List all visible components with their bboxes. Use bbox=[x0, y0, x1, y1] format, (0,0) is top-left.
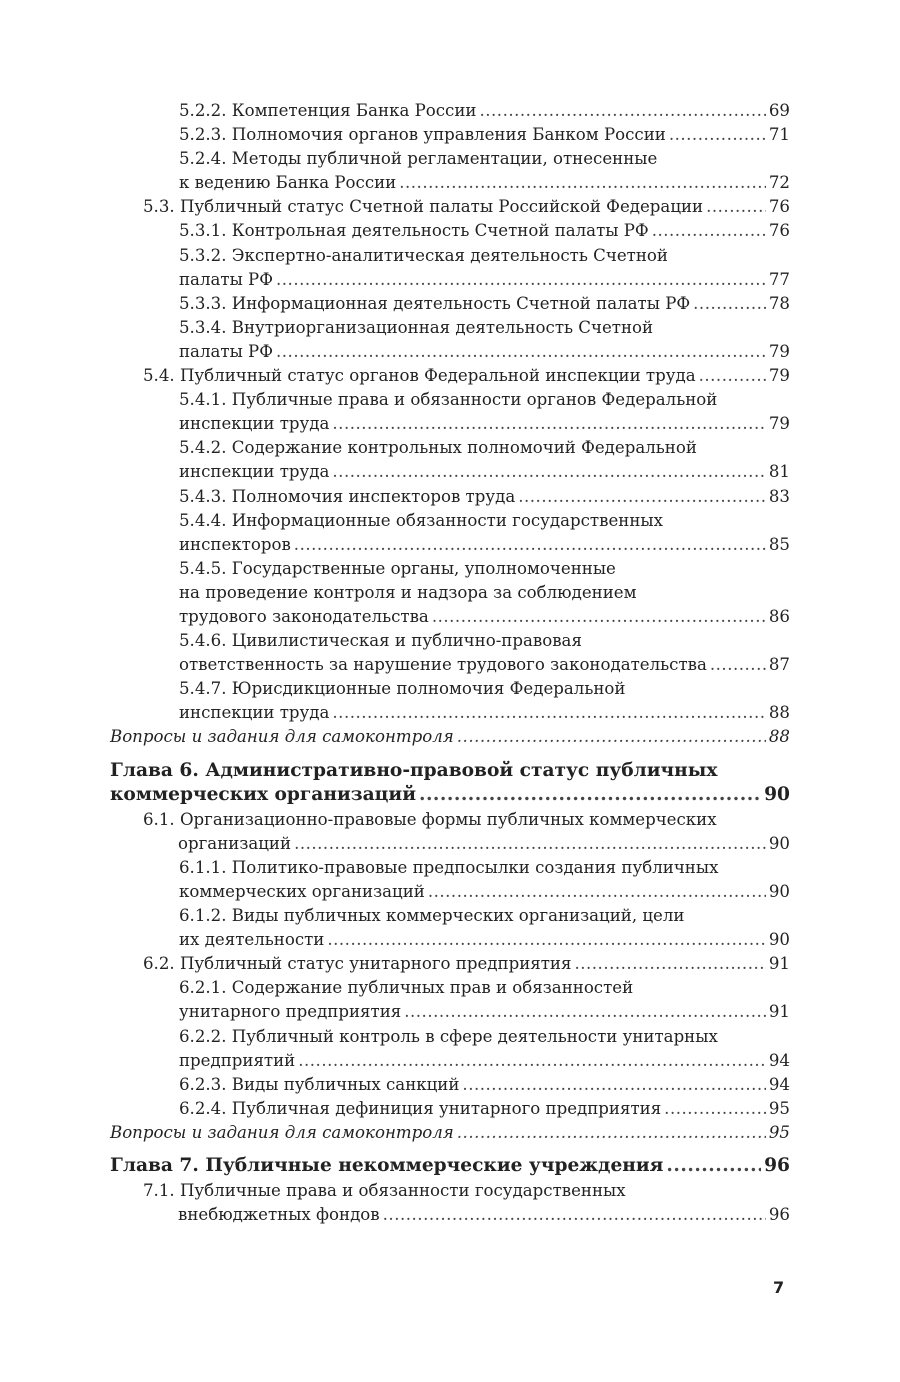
toc-entry-title: Вопросы и задания для самоконтроля bbox=[110, 727, 454, 747]
toc-entry-lastline bbox=[179, 171, 790, 195]
toc-page-number: 90 bbox=[768, 930, 790, 950]
toc-page-number: 76 bbox=[768, 221, 790, 241]
toc-page-number: 79 bbox=[768, 414, 790, 434]
toc-entry-title: 5.2.3. Полномочия органов управления Банком России bbox=[179, 125, 666, 145]
toc-entry bbox=[110, 485, 790, 509]
toc-entry-lastline bbox=[110, 783, 790, 808]
dot-leader bbox=[457, 1121, 766, 1145]
dot-leader bbox=[574, 952, 765, 976]
toc-entry-lastline bbox=[179, 1097, 790, 1121]
dot-leader bbox=[276, 268, 766, 292]
dot-leader bbox=[479, 99, 765, 123]
toc-entry-line: 5.3.2. Экспертно-аналитическая деятельность Счетной bbox=[179, 245, 668, 265]
toc-entry bbox=[110, 1097, 790, 1121]
toc-entry bbox=[110, 856, 790, 904]
toc-page-number: 90 bbox=[768, 833, 790, 853]
toc-entry-lastline bbox=[179, 219, 790, 243]
dot-leader bbox=[332, 460, 765, 484]
toc-entry-title: Вопросы и задания для самоконтроля bbox=[110, 1122, 454, 1142]
toc-entry-lastline bbox=[179, 1000, 790, 1024]
toc-entry-title: 5.3.1. Контрольная деятельность Счетной палаты РФ bbox=[179, 221, 649, 241]
toc-entry-line: на проведение контроля и надзора за соблюдением bbox=[179, 582, 637, 602]
toc-entry-lastline bbox=[143, 364, 790, 388]
toc-entry-lastline bbox=[179, 605, 790, 629]
toc-page-number: 71 bbox=[768, 125, 790, 145]
toc-entry-title: унитарного предприятия bbox=[179, 1002, 402, 1022]
toc-entry bbox=[110, 677, 790, 725]
toc-entry bbox=[110, 1179, 790, 1227]
toc-entry bbox=[110, 1121, 790, 1145]
toc-entry-title: палаты РФ bbox=[179, 269, 273, 289]
toc-page-number: 88 bbox=[768, 703, 790, 723]
toc-page-number: 95 bbox=[768, 1098, 790, 1118]
dot-leader bbox=[518, 485, 766, 509]
toc-entry-line: 5.4.5. Государственные органы, уполномоченные bbox=[179, 558, 616, 578]
toc-page-number: 83 bbox=[768, 486, 790, 506]
toc-entry-title: инспекции труда bbox=[179, 462, 330, 482]
toc-entry-title: инспекции труда bbox=[179, 414, 330, 434]
toc-entry-line: 5.4.6. Цивилистическая и публично-правовая bbox=[179, 631, 582, 651]
toc-entry-title: ответственность за нарушение трудового законодательства bbox=[179, 655, 707, 675]
toc-page-number: 69 bbox=[768, 101, 790, 120]
toc-page-number: 72 bbox=[768, 173, 790, 193]
toc-entry bbox=[110, 808, 790, 856]
toc-entry bbox=[110, 388, 790, 436]
dot-leader bbox=[404, 1000, 766, 1024]
toc-page-number: 91 bbox=[768, 1002, 790, 1022]
toc-chapter bbox=[110, 759, 790, 808]
dot-leader bbox=[462, 1073, 765, 1097]
toc-entry-title: 5.4.3. Полномочия инспекторов труда bbox=[179, 486, 516, 506]
dot-leader bbox=[666, 1154, 761, 1179]
toc-entry bbox=[110, 725, 790, 749]
toc-entry-lastline bbox=[179, 1049, 790, 1073]
toc-entry-title: 6.2.3. Виды публичных санкций bbox=[179, 1074, 460, 1094]
toc-entry-lastline bbox=[179, 701, 790, 725]
toc-entry bbox=[110, 557, 790, 629]
toc-entry-title: 5.3. Публичный статус Счетной палаты Российской Федерации bbox=[143, 197, 704, 217]
toc-entry-line: 5.4.7. Юрисдикционные полномочия Федеральной bbox=[179, 679, 626, 699]
toc-entry-lastline bbox=[143, 952, 790, 976]
toc-entry-lastline bbox=[179, 928, 790, 952]
toc-page-number: 77 bbox=[768, 269, 790, 289]
toc-entry-line: 6.2.1. Содержание публичных прав и обязанностей bbox=[179, 978, 634, 998]
dot-leader bbox=[432, 605, 766, 629]
toc-entry-line: 6.1.2. Виды публичных коммерческих организаций, цели bbox=[179, 906, 685, 926]
toc-entry-lastline bbox=[179, 292, 790, 316]
toc-entry-line: 5.4.2. Содержание контрольных полномочий Федеральной bbox=[179, 438, 697, 458]
toc-page-number: 95 bbox=[768, 1122, 790, 1142]
toc-entry-lastline bbox=[179, 460, 790, 484]
toc-entry-line: 6.1.1. Политико-правовые предпосылки создания публичных bbox=[179, 857, 719, 877]
table-of-contents bbox=[110, 99, 790, 1227]
toc-entry-title: палаты РФ bbox=[179, 341, 273, 361]
toc-entry-title: инспекции труда bbox=[179, 703, 330, 723]
toc-entry-title: к ведению Банка России bbox=[179, 173, 397, 193]
toc-entry-title: организаций bbox=[178, 833, 292, 853]
toc-entry-lastline bbox=[110, 1121, 790, 1145]
toc-page-number: 78 bbox=[768, 293, 790, 313]
dot-leader bbox=[294, 832, 766, 856]
toc-entry bbox=[110, 244, 790, 292]
toc-page-number: 91 bbox=[768, 954, 790, 974]
dot-leader bbox=[294, 533, 766, 557]
toc-entry-line: 5.2.4. Методы публичной регламентации, отнесенные bbox=[179, 149, 658, 169]
toc-entry bbox=[110, 364, 790, 388]
dot-leader bbox=[706, 195, 766, 219]
toc-page-number: 86 bbox=[768, 606, 790, 626]
toc-entry-title: их деятельности bbox=[179, 930, 325, 950]
toc-entry bbox=[110, 952, 790, 976]
toc-page-number: 76 bbox=[768, 197, 790, 217]
toc-entry-line: 5.4.4. Информационные обязанности государственных bbox=[179, 510, 663, 530]
toc-page-number: 81 bbox=[768, 462, 790, 482]
toc-entry bbox=[110, 904, 790, 952]
toc-page-number: 94 bbox=[768, 1050, 790, 1070]
toc-entry bbox=[110, 99, 790, 123]
toc-entry bbox=[110, 509, 790, 557]
toc-entry-line: 5.3.4. Внутриорганизационная деятельность Счетной bbox=[179, 317, 654, 337]
toc-page-number: 87 bbox=[768, 655, 790, 675]
toc-entry-title: 5.4. Публичный статус органов Федеральной инспекции труда bbox=[143, 366, 696, 386]
toc-entry-lastline bbox=[179, 412, 790, 436]
toc-entry bbox=[110, 123, 790, 147]
toc-page-number: 85 bbox=[768, 534, 790, 554]
toc-entry bbox=[110, 976, 790, 1024]
toc-entry bbox=[110, 316, 790, 364]
dot-leader bbox=[457, 725, 766, 749]
toc-entry-line: 5.4.1. Публичные права и обязанности органов Федеральной bbox=[179, 390, 718, 410]
toc-page-number: 88 bbox=[768, 727, 790, 747]
toc-entry-title: 5.2.2. Компетенция Банка России bbox=[179, 101, 477, 120]
toc-entry-title: предприятий bbox=[179, 1050, 296, 1070]
dot-leader bbox=[710, 653, 766, 677]
toc-entry bbox=[110, 195, 790, 219]
dot-leader bbox=[669, 123, 766, 147]
toc-page-number: 79 bbox=[768, 366, 790, 386]
toc-entry-title: Глава 7. Публичные некоммерческие учреждения bbox=[110, 1155, 664, 1177]
toc-entry bbox=[110, 1025, 790, 1073]
toc-entry-title: внебюджетных фондов bbox=[178, 1204, 380, 1224]
toc-entry-line: 6.2.2. Публичный контроль в сфере деятельности унитарных bbox=[179, 1026, 718, 1046]
dot-leader bbox=[399, 171, 766, 195]
toc-page-number: 94 bbox=[768, 1074, 790, 1094]
toc-entry-lastline bbox=[179, 653, 790, 677]
toc-entry-lastline bbox=[110, 725, 790, 749]
toc-entry bbox=[110, 1073, 790, 1097]
dot-leader bbox=[428, 880, 766, 904]
toc-entry-lastline bbox=[143, 832, 790, 856]
toc-page-number: 90 bbox=[768, 882, 790, 901]
page-number: 7 bbox=[773, 1278, 785, 1297]
toc-entry-lastline bbox=[179, 533, 790, 557]
toc-entry-title: 6.2.4. Публичная дефиниция унитарного предприятия bbox=[179, 1098, 662, 1118]
toc-chapter bbox=[110, 1154, 790, 1179]
toc-entry-lastline bbox=[179, 99, 790, 123]
toc-entry-lastline bbox=[143, 195, 790, 219]
dot-leader bbox=[332, 701, 765, 725]
toc-page-number: 96 bbox=[764, 1155, 790, 1177]
toc-entry-lastline bbox=[179, 123, 790, 147]
toc-entry-line: Глава 6. Административно-правовой статус публичных bbox=[110, 759, 718, 781]
toc-entry-title: инспекторов bbox=[179, 534, 291, 554]
toc-entry-title: 5.3.3. Информационная деятельность Счетной палаты РФ bbox=[179, 293, 691, 313]
dot-leader bbox=[419, 783, 761, 808]
dot-leader bbox=[276, 340, 766, 364]
dot-leader bbox=[383, 1203, 766, 1227]
dot-leader bbox=[332, 412, 765, 436]
toc-entry-lastline bbox=[179, 1073, 790, 1097]
toc-entry-lastline bbox=[179, 485, 790, 509]
dot-leader bbox=[652, 219, 766, 243]
toc-entry bbox=[110, 629, 790, 677]
toc-entry-title: трудового законодательства bbox=[179, 606, 429, 626]
toc-entry bbox=[110, 292, 790, 316]
toc-page-number: 90 bbox=[764, 784, 790, 806]
toc-entry-title: коммерческих организаций bbox=[110, 784, 416, 806]
toc-page-number: 79 bbox=[768, 341, 790, 361]
toc-entry-lastline bbox=[179, 340, 790, 364]
toc-entry-line: 6.1. Организационно-правовые формы публичных коммерческих bbox=[143, 809, 717, 829]
toc-entry-lastline bbox=[179, 268, 790, 292]
toc-entry-lastline bbox=[179, 880, 790, 904]
dot-leader bbox=[298, 1049, 766, 1073]
toc-entry-line: 7.1. Публичные права и обязанности государственных bbox=[143, 1180, 626, 1200]
toc-entry-lastline bbox=[110, 1154, 790, 1179]
dot-leader bbox=[699, 364, 766, 388]
toc-entry-lastline bbox=[143, 1203, 790, 1227]
toc-entry bbox=[110, 436, 790, 484]
toc-entry bbox=[110, 147, 790, 195]
dot-leader bbox=[664, 1097, 766, 1121]
dot-leader bbox=[693, 292, 766, 316]
toc-entry-title: 6.2. Публичный статус унитарного предприятия bbox=[143, 954, 572, 974]
dot-leader bbox=[327, 928, 766, 952]
toc-entry-title: коммерческих организаций bbox=[179, 882, 425, 901]
toc-page-number: 96 bbox=[768, 1204, 790, 1224]
toc-entry bbox=[110, 219, 790, 243]
